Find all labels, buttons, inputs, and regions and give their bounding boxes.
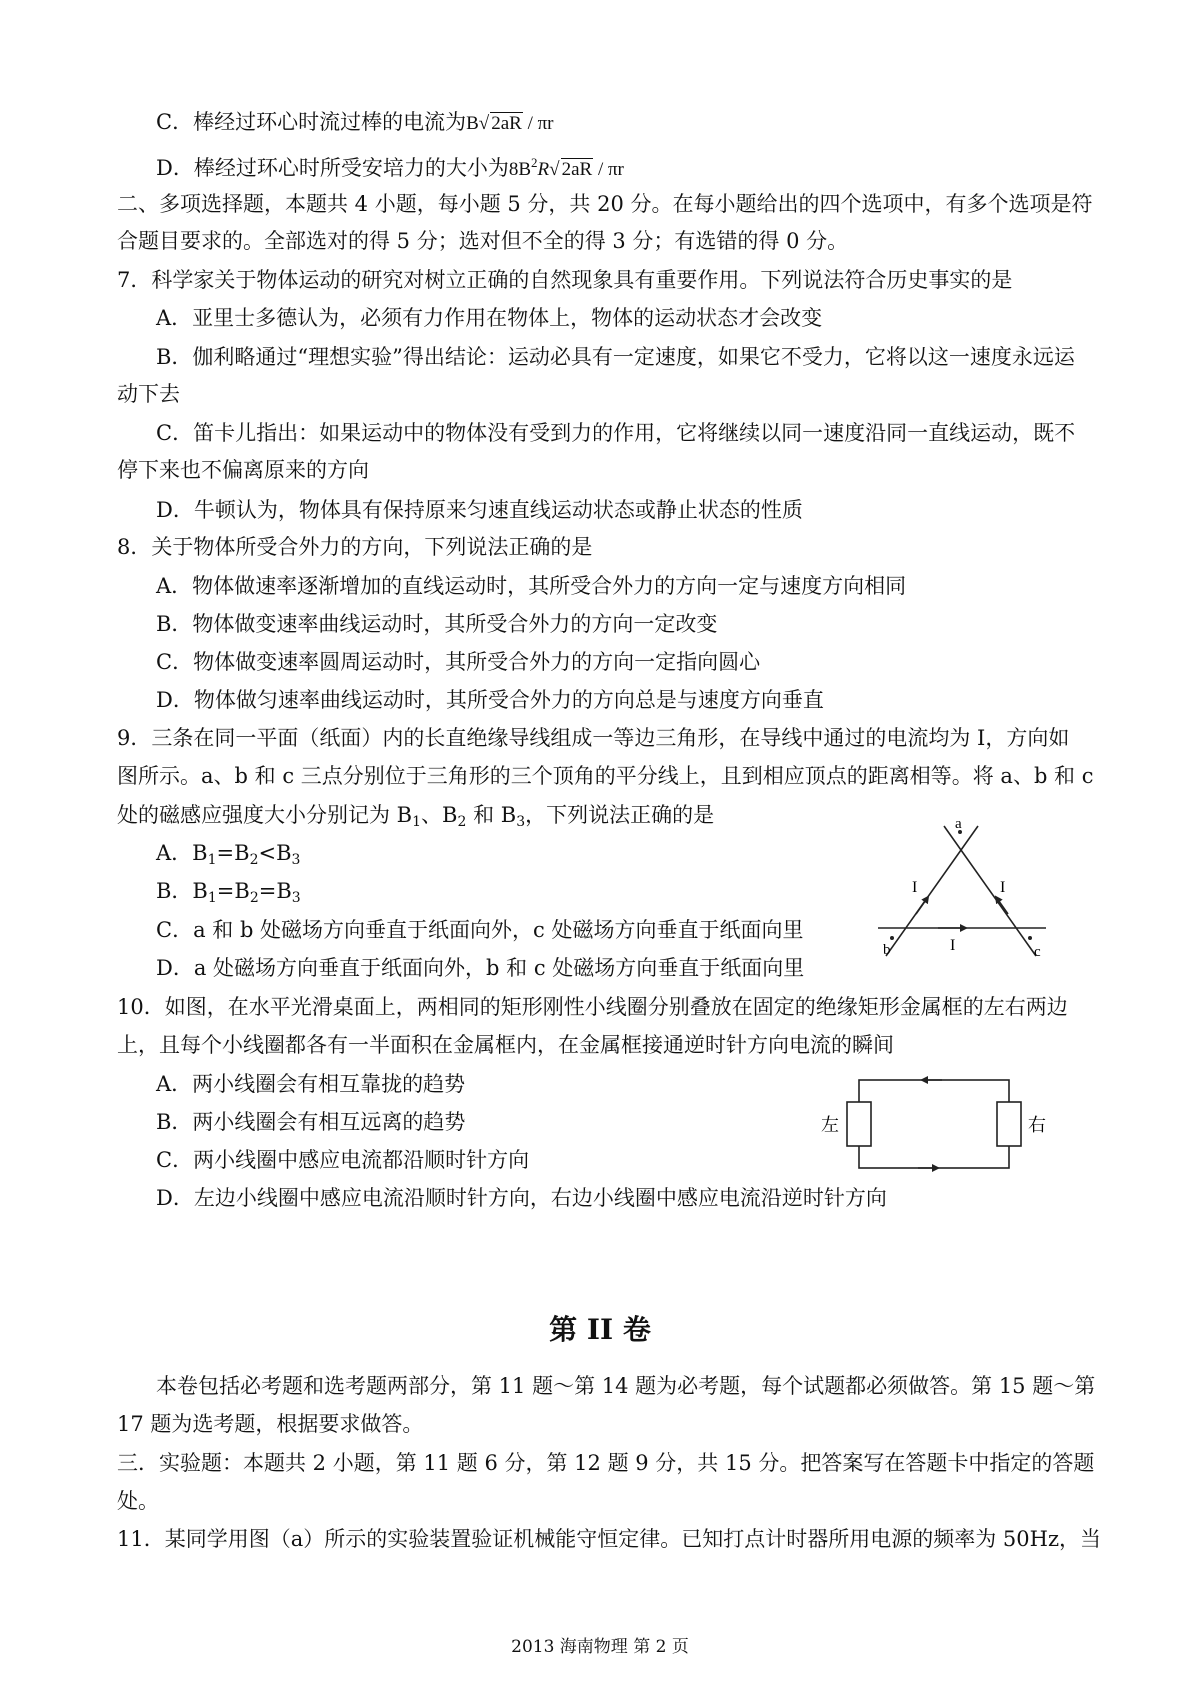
label-left: 左 bbox=[821, 1115, 839, 1135]
section2-line1: 二、多项选择题，本题共 4 小题，每小题 5 分，共 20 分。在每小题给出的四个选项中，有多个选项是符 bbox=[117, 192, 1093, 216]
section2-line2: 合题目要求的。全部选对的得 5 分；选对但不全的得 3 分；有选错的得 0 分。 bbox=[117, 229, 849, 253]
label-b: b bbox=[883, 942, 891, 958]
formula-radicand: 2aR bbox=[561, 159, 593, 180]
q6-option-d bbox=[156, 149, 624, 184]
page-footer: 2013 海南物理 第 2 页 bbox=[511, 1637, 689, 1657]
q9-a-rel: <B bbox=[258, 841, 292, 865]
label-current-right: I bbox=[1000, 879, 1006, 896]
q7-option-b-line1: B．伽利略通过“理想实验”得出结论：运动必具有一定速度，如果它不受力，它将以这一速度永远运 bbox=[156, 345, 1075, 369]
left-wire bbox=[886, 826, 978, 956]
left-current-arrow bbox=[916, 897, 928, 914]
right-current-arrow bbox=[996, 897, 1008, 914]
q9-option-d: D．a 处磁场方向垂直于纸面向外，b 和 c 处磁场方向垂直于纸面向里 bbox=[156, 956, 805, 980]
q7-stem: 7．科学家关于物体运动的研究对树立正确的自然现象具有重要作用。下列说法符合历史事实的是 bbox=[117, 268, 1013, 292]
q6-option-d-text: D．棒经过环心时所受安培力的大小为 bbox=[156, 156, 509, 180]
q8-option-c: C．物体做变速率圆周运动时，其所受合外力的方向一定指向圆心 bbox=[156, 650, 761, 674]
part2-intro-line2: 17 题为选考题，根据要求做答。 bbox=[117, 1412, 424, 1436]
sub-3: 3 bbox=[516, 814, 526, 830]
q7-option-d: D．牛顿认为，物体具有保持原来匀速直线运动状态或静止状态的性质 bbox=[156, 498, 803, 522]
formula-exp: 2 bbox=[531, 155, 538, 170]
label-current-left: I bbox=[912, 879, 918, 896]
part2-intro-line1: 本卷包括必考题和选考题两部分，第 11 题～第 14 题为必考题，每个试题都必须做答。第 15 题～第 bbox=[156, 1374, 1096, 1398]
formula-r: R bbox=[537, 159, 550, 180]
q6-option-d-formula: $8B^2R√$ 2aR / πr bbox=[508, 155, 624, 180]
q9-option-b bbox=[156, 877, 301, 912]
sub-1: 1 bbox=[207, 890, 217, 906]
q11-stem: 11．某同学用图（a）所示的实验装置验证机械能守恒定律。已知打点计时器所用电源的频率为 50Hz，当 bbox=[117, 1527, 1102, 1551]
label-current-bottom: I bbox=[950, 937, 956, 954]
sub-1: 1 bbox=[412, 814, 422, 830]
sub-1: 1 bbox=[207, 852, 217, 868]
q6-option-c bbox=[156, 108, 554, 138]
q7-option-b-line2: 动下去 bbox=[117, 382, 180, 406]
q10-option-a: A．两小线圈会有相互靠拢的趋势 bbox=[156, 1072, 466, 1096]
point-c-dot bbox=[1028, 936, 1032, 940]
q9-stem3-and: 和 B bbox=[466, 803, 517, 827]
q6-option-c-text: C．棒经过环心时流过棒的电流为 bbox=[156, 110, 467, 134]
q9-a-mid: =B bbox=[216, 841, 250, 865]
q9-stem-line3 bbox=[117, 801, 714, 836]
q7-option-c-line2: 停下来也不偏离原来的方向 bbox=[117, 458, 369, 482]
q7-option-c-line1: C．笛卡儿指出：如果运动中的物体没有受到力的作用，它将继续以同一速度沿同一直线运动，既不 bbox=[156, 421, 1076, 445]
q8-option-d: D．物体做匀速率曲线运动时，其所受合外力的方向总是与速度方向垂直 bbox=[156, 688, 824, 712]
label-right: 右 bbox=[1028, 1115, 1046, 1135]
point-b-dot bbox=[890, 936, 894, 940]
q10-stem-line1: 10．如图，在水平光滑桌面上，两相同的矩形刚性小线圈分别叠放在固定的绝缘矩形金属框的左右两边 bbox=[117, 995, 1068, 1019]
q9-stem3-end: ，下列说法正确的是 bbox=[525, 803, 715, 827]
right-wire bbox=[944, 826, 1036, 956]
formula-tail: / πr bbox=[522, 113, 554, 134]
label-a: a bbox=[955, 816, 962, 832]
q9-option-c: C．a 和 b 处磁场方向垂直于纸面向外，c 处磁场方向垂直于纸面向里 bbox=[156, 918, 804, 942]
q9-stem-line1: 9．三条在同一平面（纸面）内的长直绝缘导线组成一等边三角形，在导线中通过的电流均为 I，方向如 bbox=[117, 726, 1070, 750]
q9-b-rel: =B bbox=[258, 879, 292, 903]
metal-frame bbox=[859, 1080, 1009, 1168]
q10-option-c: C．两小线圈中感应电流都沿顺时针方向 bbox=[156, 1148, 530, 1172]
left-coil bbox=[847, 1102, 871, 1146]
q8-option-a: A．物体做速率逐渐增加的直线运动时，其所受合外力的方向一定与速度方向相同 bbox=[156, 574, 907, 598]
sub-2: 2 bbox=[249, 890, 259, 906]
q10-frame-figure bbox=[818, 1078, 1050, 1176]
sub-3: 3 bbox=[291, 852, 301, 868]
q8-option-b: B．物体做变速率曲线运动时，其所受合外力的方向一定改变 bbox=[156, 612, 718, 636]
formula-b: B bbox=[466, 113, 479, 134]
q9-triangle-figure bbox=[878, 816, 1058, 974]
q9-stem3-sep: 、B bbox=[421, 803, 458, 827]
q8-stem: 8．关于物体所受合外力的方向，下列说法正确的是 bbox=[117, 535, 593, 559]
sub-2: 2 bbox=[457, 814, 467, 830]
right-coil bbox=[997, 1102, 1021, 1146]
formula-lead: 8B bbox=[508, 159, 532, 180]
q7-option-a: A．亚里士多德认为，必须有力作用在物体上，物体的运动状态才会改变 bbox=[156, 306, 823, 330]
label-c: c bbox=[1034, 944, 1041, 960]
q9-a-lead: A．B bbox=[156, 841, 208, 865]
part2-title: 第 II 卷 bbox=[549, 1313, 651, 1346]
q10-option-b: B．两小线圈会有相互远离的趋势 bbox=[156, 1110, 466, 1134]
q9-b-mid: =B bbox=[216, 879, 250, 903]
section3-line1: 三．实验题：本题共 2 小题，第 11 题 6 分，第 12 题 9 分，共 15 分。把答案写在答题卡中指定的答题 bbox=[117, 1451, 1095, 1475]
q10-option-d: D．左边小线圈中感应电流沿顺时针方向，右边小线圈中感应电流沿逆时针方向 bbox=[156, 1186, 887, 1210]
q6-option-c-formula: B√ 2aR / πr bbox=[466, 113, 554, 134]
section3-line2: 处。 bbox=[117, 1489, 159, 1513]
q9-option-a bbox=[156, 839, 300, 874]
formula-radicand: 2aR bbox=[491, 113, 522, 134]
sub-3: 3 bbox=[291, 890, 301, 906]
q9-stem3-text: 处的磁感应强度大小分别记为 B bbox=[117, 803, 413, 827]
q9-b-lead: B．B bbox=[156, 879, 208, 903]
sub-2: 2 bbox=[249, 852, 259, 868]
q10-stem-line2: 上，且每个小线圈都各有一半面积在金属框内，在金属框接通逆时针方向电流的瞬间 bbox=[117, 1033, 894, 1057]
formula-tail: / πr bbox=[593, 159, 624, 180]
q9-stem-line2: 图所示。a、b 和 c 三点分别位于三角形的三个顶角的平分线上，且到相应顶点的距离相等。将 a、b 和 c bbox=[117, 764, 1094, 788]
